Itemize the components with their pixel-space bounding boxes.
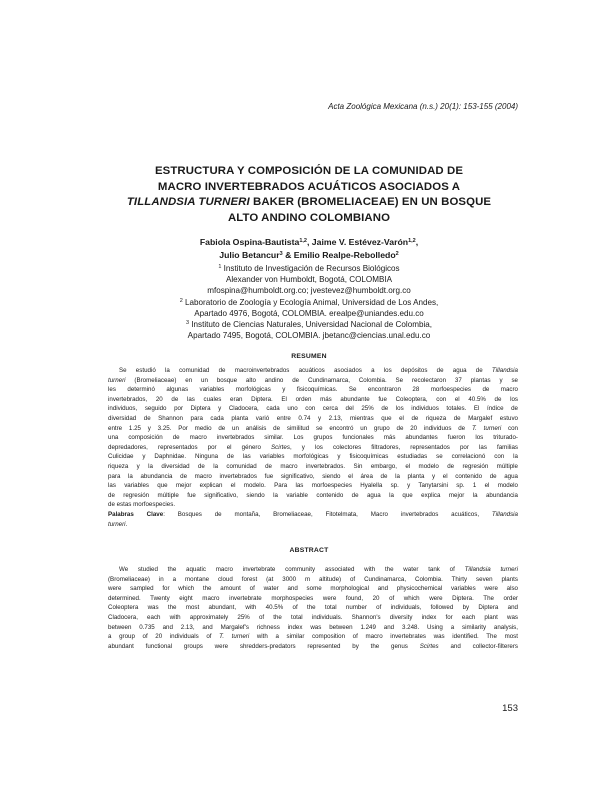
text-line: were sampled for which the amount of water and some morphological and physicochemical variables were also [108,585,518,593]
species-name: Tillandsia [491,367,518,374]
authors-line [100,236,518,249]
title-line: MACRO INVERTEBRADOS ACUÁTICOS ASOCIADOS A [157,180,461,193]
text-run: depredadores, representados por el género [108,443,272,451]
author-name: Fabiola Ospina-Bautista [199,237,300,247]
text-run: a group of 20 individuals of [108,633,220,641]
text-line: between 0.735 and 2.13, and Margalef's richness index was between 1.249 and 3.248. Using a similarity analysis, [108,623,518,631]
abstract-body [108,565,518,651]
affiliation-mark: 2 [179,297,183,304]
text-line: una composición de macro invertebrados similar. Los grupos funcionales más abundantes fueron los triturado- [108,434,518,442]
species-name: T. turneri [471,424,502,432]
species-name: T. turneri [219,633,250,641]
text-run: entre 1.25 y 3.25. Por medio de un análisis de similitud se encontró un grupo de 20 individuos de [108,424,472,432]
text-run: con [501,424,519,432]
affiliation-line [100,297,518,308]
text-line: de estas morfoespecies. [108,501,176,509]
journal-citation: Acta Zoológica Mexicana (n.s.) 20(1): 153-155 (2004) [328,102,518,111]
species-name: turneri [108,520,126,528]
text-line: invertebrados, 20 de las cuales eran Diptera. El orden más abundante fue Coleoptera, con el 40.5% de los [108,395,518,403]
resumen-heading: RESUMEN [291,353,327,360]
separator: , [306,237,312,247]
affiliation-text: Laboratorio de Zoología y Ecología Animal, Universidad de Los Andes, [182,297,439,307]
article-title [100,164,518,226]
text-line [108,366,518,376]
text-line [108,642,518,652]
text-line: les determinó algunas variables morfológicas y fisicoquímicas. Se encontraron 28 morfoespecies de macro [108,386,518,394]
page-number: 153 [502,703,518,714]
text-run: Se estudió la comunidad de macroinvertebrados acuáticos asociados a los depósitos de agua de [119,367,492,374]
species-name: TILLANDSIA TURNERI [126,196,250,208]
species-name: Tillandsia turneri [464,566,518,573]
text-line: diversidad de Shannon para cada planta varió entre 0.74 y 2.13, mientras que el de riqueza de Margalef estuvo [108,414,518,422]
affiliation-mark: 1,2 [299,238,307,244]
affiliations [100,263,518,341]
affiliation-line [100,263,518,274]
text-line: riqueza y la diversidad de la comunidad de macro invertebrados. Sin embargo, el modelo de regresión múltiple [108,462,518,470]
species-name: turneri [108,376,126,384]
resumen-body [108,366,518,529]
affiliation-mark: 3 [186,320,190,327]
affiliation-line: Alexander von Humboldt, Bogotá, COLOMBIA [225,275,392,285]
separator: , [415,237,419,247]
author-name: Julio Betancur [219,250,280,260]
text-line: Coleoptera was the most abundant, with 40.5% of the total number of individuals, followed by Diptera and [108,604,518,612]
text-line: Culicidae y Daphnidae. Ninguna de las variables morfológicas y fisicoquímicas estudiadas se correlacionó con la [108,453,518,461]
author-name: Jaime V. Estévez-Varón [311,237,409,247]
author-name: Emilio Realpe-Rebolledo [293,250,396,260]
text-run: abundant functional groups were shredders-predators represented by the genus [108,642,420,650]
text-line: (Bromeliaceae) in a montane cloud forest (at 3000 m altitude) of Cundinamarca, Colombia. Thirty seven plants [108,575,518,583]
text-line [108,443,518,453]
affiliation-mark: 2 [395,251,399,257]
email-line: mfospina@humboldt.org.co; jvestevez@humboldt.org.co [207,286,411,296]
text-line: para la abundancia de macro invertebrados fue significativo, siendo el área de la planta y el contenido de agua [108,472,518,480]
species-name: Tillandsia [491,510,518,518]
keywords-line [108,520,518,530]
text-line [108,632,518,642]
text-run: We studied the aquatic macro invertebrate community associated with the water tank of [119,566,465,573]
affiliation-mark: 1 [218,264,222,270]
text-line: las variables que mejor explican el modelo. Para las morfoespecies Hyalella sp. y Tanytarsini sp. 1 el modelo [108,482,518,490]
title-line: ALTO ANDINO COLOMBIANO [227,211,391,224]
affiliation-line [100,319,518,330]
text-line: de regresión múltiple fue significativo, siendo la variable contenido de agua la que explica mejor la abundancia [108,491,518,499]
keywords-text: : Bosques de montaña, Bromeliaceae, Fitotelmata, Macro invertebrados acuáticos, [163,510,492,518]
text-line: individuos, seguido por Diptera y Cladocera, cada uno con cerca del 25% de los individuos totales. El índice de [108,405,518,413]
text-line: determined. Twenty eight macro invertebrate morphospecies were found, 20 of which were Diptera. The order [108,594,518,602]
text-line: Cladocera, each with approximately 25% of the total individuals. Shannon's diversity index for each plant was [108,613,518,621]
text-line [108,424,518,434]
affiliation-mark: 1,2 [408,238,416,244]
authors-line [100,249,518,262]
affiliation-line: Apartado 4976, Bogotá, COLOMBIA. erealpe@uniandes.edu.co [194,308,424,318]
text-line [108,376,518,386]
keywords-label: Palabras Clave [108,510,164,518]
keywords-line [108,510,518,520]
genus-name: Scirtes [419,642,439,650]
text-line [108,565,518,575]
text-run: (Bromeliaceae) en un bosque alto andino de Cundinamarca, Colombia. Se recolectaron 37 plantas y se [125,376,518,384]
affiliation-line: Apartado 7495, Bogotá, COLOMBIA. jbetanc@ciencias.unal.edu.co [187,331,431,341]
text-run: with a similar composition of macro invertebrates was identified. The most [249,633,518,641]
text-run: and collector-filterers [438,642,518,650]
genus-name: Scirtes [271,443,290,451]
text-run: , y los colectores filtradores, representados por las familias [289,443,518,451]
affiliation-mark: 3 [279,251,283,257]
affiliation-text: Instituto de Investigación de Recursos Biológicos [221,264,400,273]
title-line: ESTRUCTURA Y COMPOSICIÓN DE LA COMUNIDAD DE [154,165,464,177]
separator: & [282,250,294,260]
title-text: BAKER (BROMELIACEAE) EN UN BOSQUE [249,196,492,208]
abstract-heading: ABSTRACT [289,547,329,554]
author-list [100,236,518,262]
affiliation-text: Instituto de Ciencias Naturales, Universidad Nacional de Colombia, [189,320,432,330]
text-run: . [125,520,128,528]
title-line [100,195,518,211]
